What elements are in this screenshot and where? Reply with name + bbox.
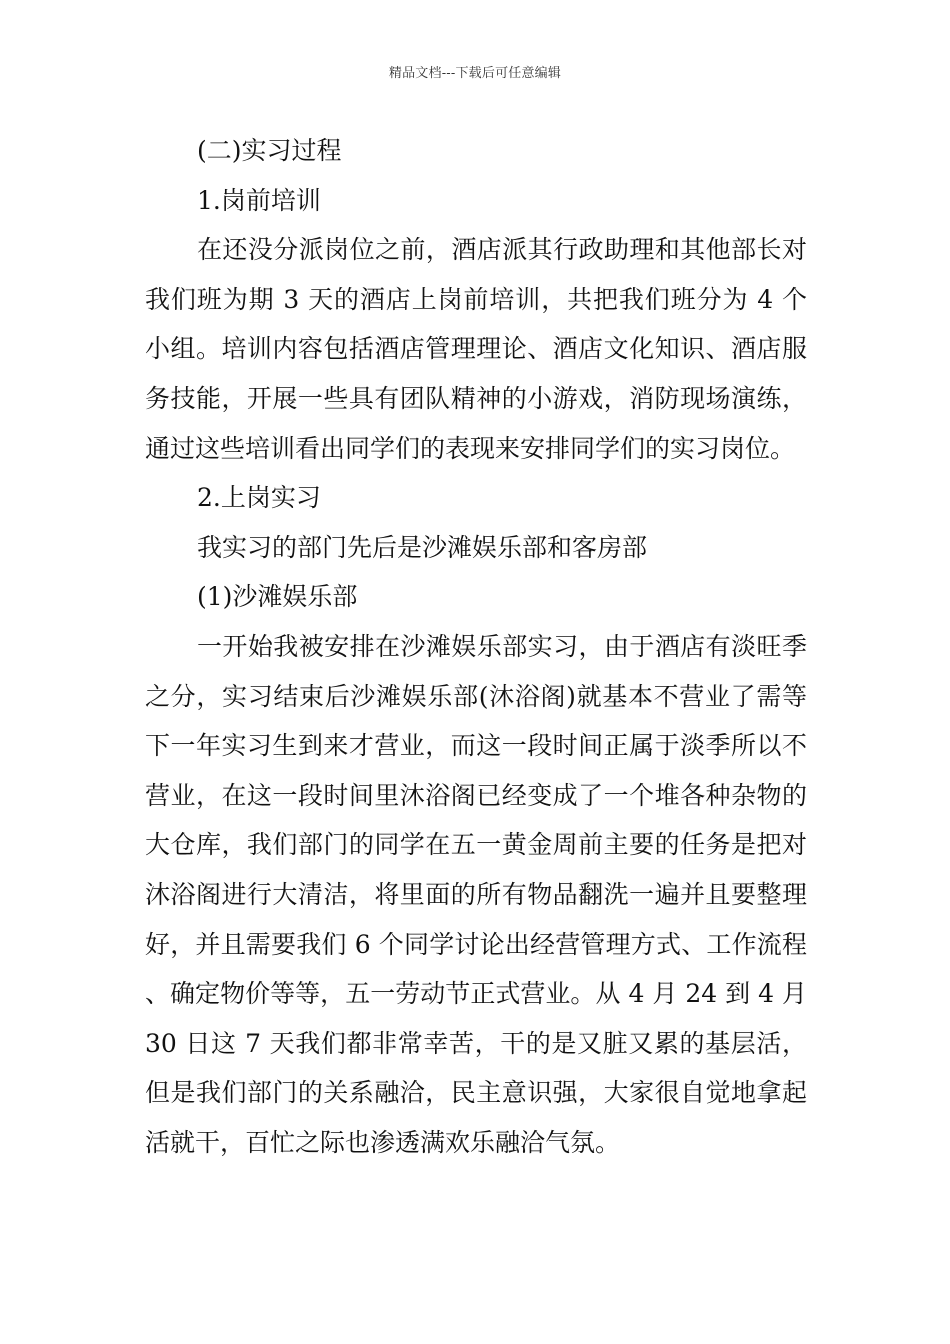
subsection-heading-on-job-internship: 2.上岗实习 (197, 483, 321, 513)
paragraph-departments: 我实习的部门先后是沙滩娱乐部和客房部 (197, 532, 648, 562)
section-heading-internship-process: (二)实习过程 (197, 136, 342, 165)
paragraph-beach-entertainment: 一开始我被安排在沙滩娱乐部实习，由于酒店有淡旺季之分，实习结束后沙滩娱乐部(沐浴阁)就基本不营业了需等下一年实习生到来才营业，而这一段时间正属于淡季所以不营业，在这一段时间里沐浴阁已经变成了一个堆各种杂物的大仓库，我们部门的同学在五一黄金周前主要的任务是把对沐浴阁进行大清洁，将里面的所有物品翻洗一遍并且要整理好，并且需要我们 6 个同学讨论出经营管理方式、工作流程、确定物价等等，五一劳动节正式营业。从 4 月 24 到 4 月 30 日这 7 天我们都非常幸苦，干的是又脏又累的基层活，但是我们部门的关系融洽，民主意识强，大家很自觉地拿起活就干，百忙之际也渗透满欢乐融洽气氛。 (145, 631, 807, 1157)
subsection-heading-beach-entertainment: (1)沙滩娱乐部 (197, 582, 358, 612)
paragraph-training: 在还没分派岗位之前，酒店派其行政助理和其他部长对我们班为期 3 天的酒店上岗前培训，共把我们班分为 4 个小组。培训内容包括酒店管理理论、酒店文化知识、酒店服务技能，开展一些具有团队精神的小游戏，消防现场演练，通过这些培训看出同学们的表现来安排同学们的实习岗位。 (145, 235, 807, 463)
page-header: 精品文档---下载后可任意编辑 (388, 66, 562, 81)
subsection-heading-pre-job-training: 1.岗前培训 (197, 185, 321, 215)
document-body (145, 126, 807, 1167)
